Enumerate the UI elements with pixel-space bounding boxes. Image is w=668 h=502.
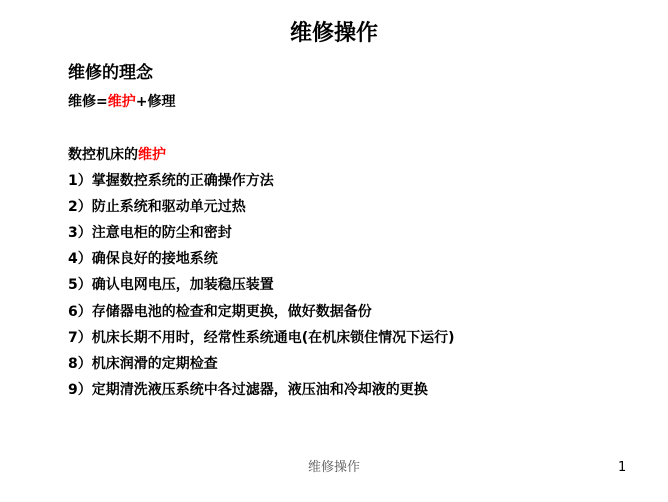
footer-label: 维修操作 bbox=[307, 460, 360, 475]
formula-prefix: 维修= bbox=[68, 94, 108, 110]
list-item: 8）机床润滑的定期检查 bbox=[68, 356, 218, 372]
section-prefix: 数控机床的 bbox=[68, 147, 138, 163]
slide-title: 维修操作 bbox=[289, 21, 378, 46]
list-item: 7）机床长期不用时，经常性系统通电(在机床锁住情况下运行) bbox=[68, 330, 455, 346]
list-item: 4）确保良好的接地系统 bbox=[68, 251, 218, 267]
list-item: 6）存储器电池的检查和定期更换，做好数据备份 bbox=[68, 304, 372, 320]
list-item: 2）防止系统和驱动单元过热 bbox=[68, 199, 246, 215]
list-item: 3）注意电柜的防尘和密封 bbox=[68, 225, 232, 241]
formula-highlight: 维护 bbox=[107, 94, 136, 110]
list-item: 5）确认电网电压，加装稳压装置 bbox=[68, 277, 274, 293]
slide-subtitle: 维修的理念 bbox=[68, 63, 153, 83]
formula-suffix: +修理 bbox=[135, 94, 176, 110]
maintenance-formula bbox=[68, 93, 175, 111]
list-item: 9）定期清洗液压系统中各过滤器，液压油和冷却液的更换 bbox=[68, 382, 428, 398]
section-highlight: 维护 bbox=[138, 147, 166, 163]
list-item: 1）掌握数控系统的正确操作方法 bbox=[68, 173, 274, 189]
page-number: 1 bbox=[618, 460, 627, 475]
section-heading bbox=[68, 146, 166, 164]
